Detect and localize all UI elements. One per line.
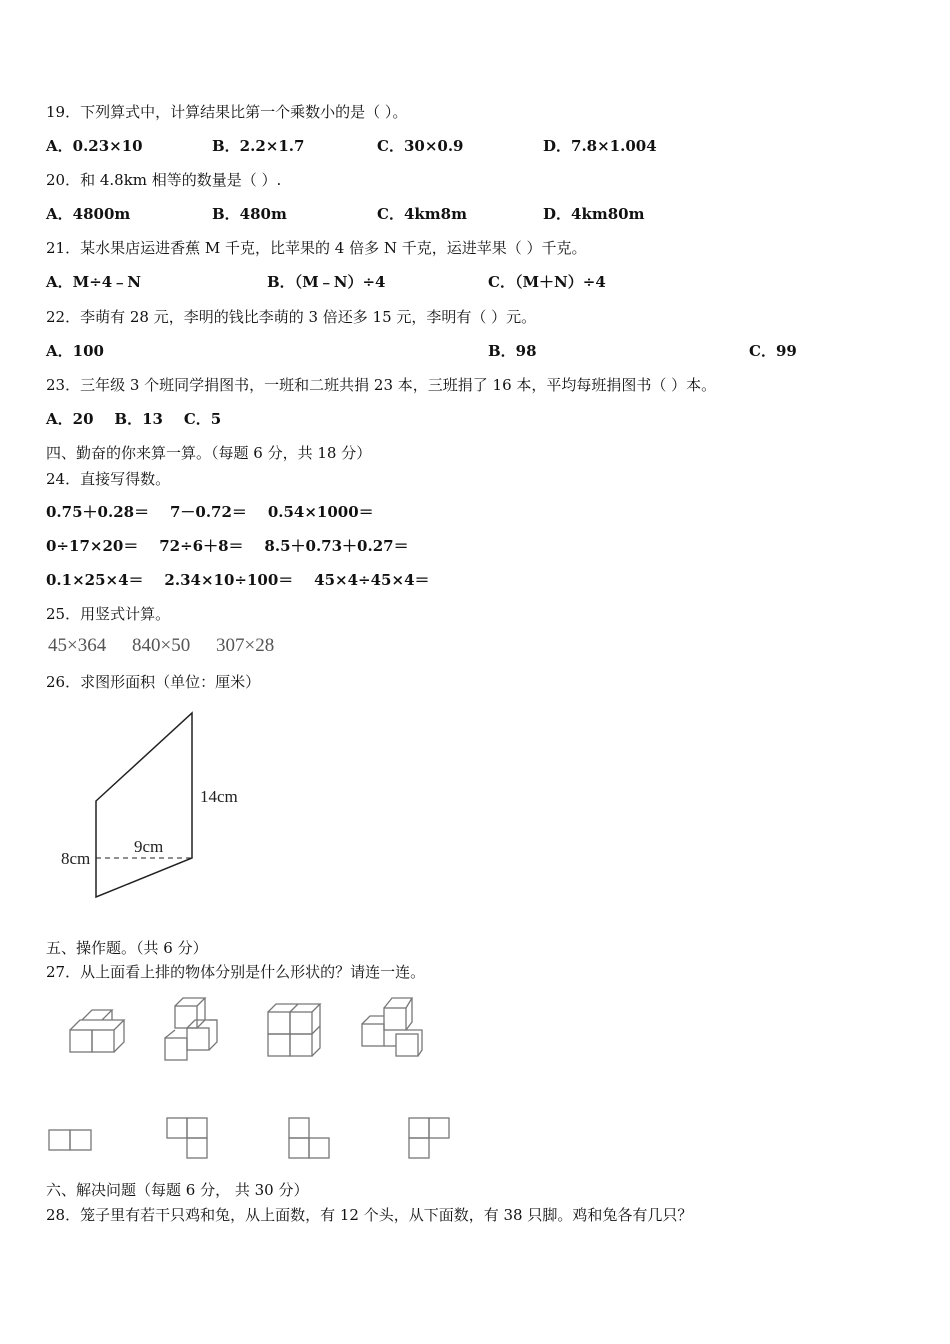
- q22-stem: 22．李萌有 28 元，李明的钱比李萌的 3 倍还多 15 元，李明有（ ）元。: [46, 308, 537, 326]
- cube-object-4: [362, 998, 422, 1056]
- top-view-4: [409, 1118, 449, 1158]
- q21-option-a: A．M÷4﹣N: [46, 273, 141, 291]
- q25-expr-3: 307×28: [216, 635, 275, 656]
- q27-stem: 27．从上面看上排的物体分别是什么形状的？请连一连。: [46, 963, 426, 981]
- label-14cm: 14cm: [200, 787, 238, 806]
- q24-row-1: 0.75＋0.28＝ 7－0.72＝ 0.54×1000＝: [46, 503, 374, 521]
- q25-expr-1: 45×364: [48, 635, 107, 656]
- trapezoid-outline: [96, 713, 192, 897]
- q19-option-b: B．2.2×1.7: [212, 137, 305, 155]
- q19-option-a: A．0.23×10: [46, 137, 143, 155]
- q19-option-c: C．30×0.9: [377, 137, 464, 155]
- q20-option-d: D．4km80m: [543, 205, 645, 223]
- q23-stem: 23．三年级 3 个班同学捐图书，一班和二班共捐 23 本，三班捐了 16 本，平均每班捐图书（ ）本。: [46, 376, 717, 394]
- q22-option-c: C．99: [749, 342, 797, 360]
- section-4-heading: 四、勤奋的你来算一算。（每题 6 分，共 18 分）: [46, 444, 372, 462]
- q22-option-a: A．100: [46, 342, 104, 360]
- trapezoid-figure: [55, 705, 255, 905]
- q28-stem: 28．笼子里有若干只鸡和兔，从上面数，有 12 个头，从下面数，有 38 只脚。鸡和兔各有几只？: [46, 1206, 693, 1224]
- top-view-3: [289, 1118, 329, 1158]
- q23-options: A．20 B．13 C．5: [46, 410, 222, 428]
- q20-stem: 20．和 4.8km 相等的数量是（ ）.: [46, 171, 282, 189]
- q24-row-2: 0÷17×20＝ 72÷6＋8＝ 8.5＋0.73＋0.27＝: [46, 537, 409, 555]
- q25-stem: 25．用竖式计算。: [46, 605, 171, 623]
- label-8cm: 8cm: [61, 849, 91, 868]
- q25-expr-2: 840×50: [132, 635, 191, 656]
- cube-object-3: [268, 1004, 320, 1056]
- q20-option-b: B．480m: [212, 205, 287, 223]
- top-view-1: [49, 1130, 91, 1150]
- top-view-2: [167, 1118, 207, 1158]
- cube-object-1: [70, 1010, 124, 1052]
- label-9cm: 9cm: [134, 837, 164, 856]
- q19-stem: 19．下列算式中，计算结果比第一个乘数小的是（ ）。: [46, 103, 408, 121]
- q20-option-a: A．4800m: [46, 205, 131, 223]
- section-5-heading: 五、操作题。（共 6 分）: [46, 939, 208, 957]
- cube-object-2: [165, 998, 217, 1060]
- top-view-shapes-row: [45, 1112, 465, 1168]
- cube-figures-row: [60, 992, 440, 1067]
- section-6-heading: 六、解决问题（每题 6 分， 共 30 分）: [46, 1181, 309, 1199]
- q26-stem: 26．求图形面积（单位：厘米）: [46, 673, 261, 691]
- q19-option-d: D．7.8×1.004: [543, 137, 657, 155]
- q24-stem: 24．直接写得数。: [46, 470, 171, 488]
- q20-option-c: C．4km8m: [377, 205, 467, 223]
- q22-option-b: B．98: [488, 342, 537, 360]
- q21-stem: 21．某水果店运进香蕉 M 千克，比苹果的 4 倍多 N 千克，运进苹果（ ）千克。: [46, 239, 587, 257]
- q21-option-c: C．（M＋N）÷4: [488, 273, 606, 291]
- q24-row-3: 0.1×25×4＝ 2.34×10÷100＝ 45×4÷45×4＝: [46, 571, 430, 589]
- q21-option-b: B．（M﹣N）÷4: [267, 273, 386, 291]
